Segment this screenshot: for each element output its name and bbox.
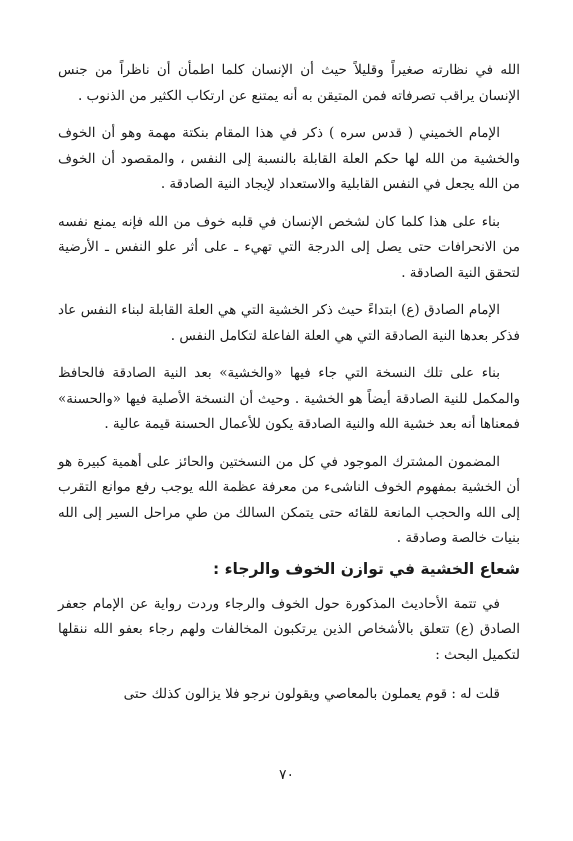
section-heading: شعاع الخشية في توازن الخوف والرجاء :	[213, 559, 520, 578]
paragraph-1: الله في نظارته صغيراً وقليلاً حيث أن الإنسان كلما اطمأن أن ناظراً من جنس الإنسان يراقب تصرفاته فمن المتيقن به أنه يمتنع عن ارتكاب الكثير من الذنوب .	[58, 62, 520, 104]
paragraph-3: بناء على هذا كلما كان لشخص الإنسان في قلبه خوف من الله فإنه يمنع نفسه من الانحرافات حتى يصل إلى الدرجة التي تهيء ـ على أثر علو النفس ـ الأرضية لتحقق النية الصادقة .	[58, 213, 520, 281]
paragraph-4: الإمام الصادق (ع) ابتداءً حيث ذكر الخشية التي هي العلة القابلة لبناء النفس عاد فذكر بعدها النية الصادقة التي هي العلة الفاعلة لتكامل النفس .	[58, 302, 520, 344]
page-body	[58, 58, 520, 708]
page-number: ٧٠	[278, 767, 295, 783]
paragraph-5: بناء على تلك النسخة التي جاء فيها «والخشية» بعد النية الصادقة فالحافظ والمكمل للنية الصادقة أيضاً هو الخشية . وحيث أن النسخة الأصلية فيها «والحسنة» فمعناها أنه بعد خشية الله والنية الصادقة يكون للأعمال الحسنة قيمة عالية .	[58, 365, 520, 432]
paragraph-2: الإمام الخميني ( قدس سره ) ذكر في هذا المقام بنكتة مهمة وهو أن الخوف والخشية من الله لها حكم العلة القابلة بالنسبة إلى النفس ، والمقصود أن الخوف من الله يجعل في النفس القابلية والاستعداد لإيجاد النية الصادقة .	[58, 125, 520, 192]
paragraph-6: المضمون المشترك الموجود في كل من النسختين والحائز على أهمية كبيرة هو أن الخشية بمفهوم الخوف الناشىء من معرفة عظمة الله يوجب رفع موانع التقرب إلى الله والحجب المانعة للقائه حتى يتمكن السالك من طي مراحل السير إلى الله بنيات خالصة وصادقة .	[58, 453, 520, 546]
paragraph-7: في تتمة الأحاديث المذكورة حول الخوف والرجاء وردت رواية عن الإمام جعفر الصادق (ع) تتعلق بالأشخاص الذين يرتكبون المخالفات ولهم رجاء بعفو الله ننقلها لتكميل البحث :	[58, 595, 520, 663]
paragraph-8: قلت له : قوم يعملون بالمعاصي ويقولون نرجو فلا يزالون كذلك حتى	[123, 686, 500, 702]
